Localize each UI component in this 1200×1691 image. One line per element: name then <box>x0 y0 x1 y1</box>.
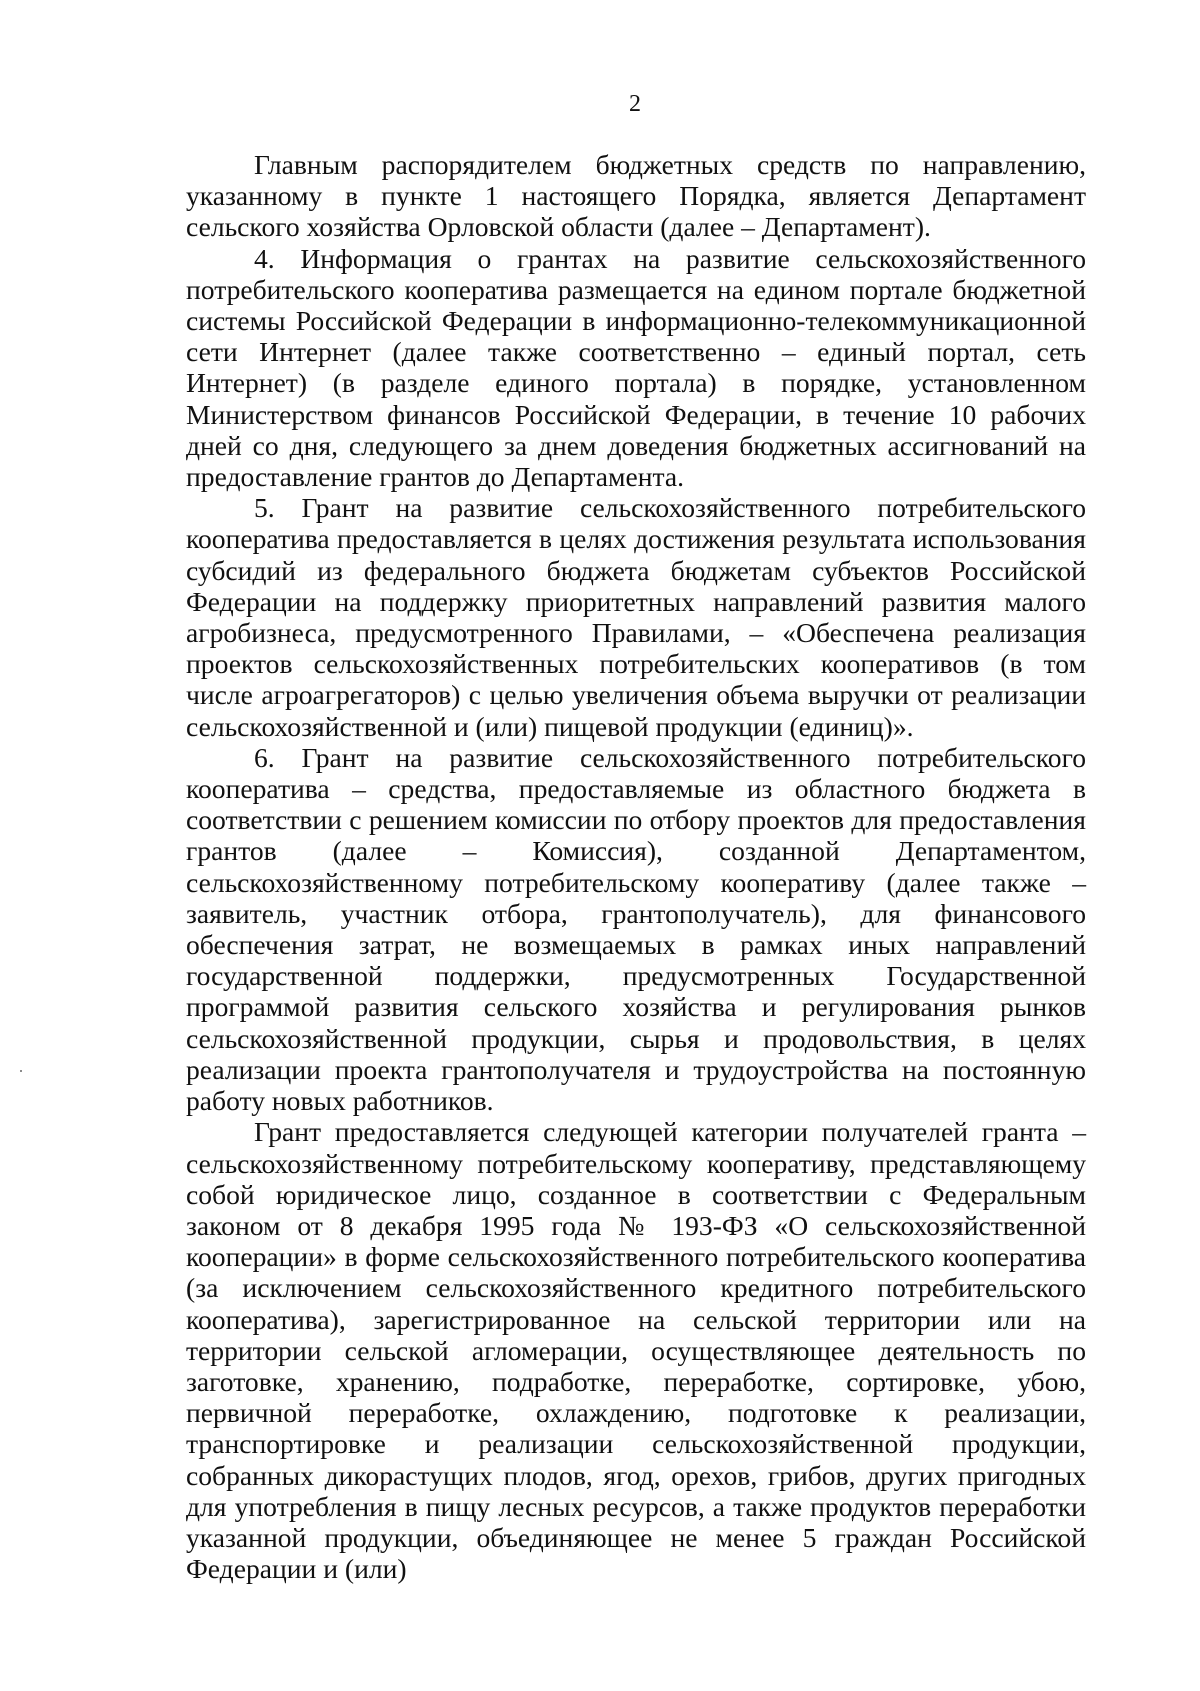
paragraph-item-4: 4. Информация о грантах на развитие сельскохозяйственного потребительского кооператива размещается на едином портале бюджетной системы Российской Федерации в информационно-телекоммуникационной сети Интернет (далее также соответственно – единый портал, сеть Интернет) (в разделе единого портала) в порядке, установленном Министерством финансов Российской Федерации, в течение 10 рабочих дней со дня, следующего за днем доведения бюджетных ассигнований на предоставление грантов до Департамента. <box>186 242 1086 493</box>
page-number: 2 <box>629 91 641 117</box>
paragraph-main-administrator: Главным распорядителем бюджетных средств по направлению, указанному в пункте 1 настоящего Порядка, является Департамент сельского хозяйства Орловской области (далее – Департамент). <box>186 149 1086 243</box>
paragraph-item-5: 5. Грант на развитие сельскохозяйственного потребительского кооператива предоставляется в целях достижения результата использования субсидий из федерального бюджета бюджетам субъектов Российской Федерации на поддержку приоритетных направлений развития малого агробизнеса, предусмотренного Правилами, – «Обеспечена реализация проектов сельскохозяйственных потребительских кооперативов (в том числе агроагрегаторов) с целью увеличения объема выручки от реализации сельскохозяйственной и (или) пищевой продукции (единиц)». <box>186 492 1086 742</box>
paragraph-item-6: 6. Грант на развитие сельскохозяйственного потребительского кооператива – средства, предоставляемые из областного бюджета в соответствии с решением комиссии по отбору проектов для предоставления грантов (далее – Комиссия), созданной Департаментом, сельскохозяйственному потребительскому кооперативу (далее также – заявитель, участник отбора, грантополучатель), для финансового обеспечения затрат, не возмещаемых в рамках иных направлений государственной поддержки, предусмотренных Государственной программой развития сельского хозяйства и регулирования рынков сельскохозяйственной продукции, сырья и продовольствия, в целях реализации проекта грантополучателя и трудоустройства на постоянную работу новых работников. <box>186 741 1086 1117</box>
document-body <box>186 149 1086 1584</box>
scan-speck <box>20 1070 22 1072</box>
paragraph-grant-recipients: Грант предоставляется следующей категории получателей гранта – сельскохозяйственному потребительскому кооперативу, представляющему собой юридическое лицо, созданное в соответствии с Федеральным законом от 8 декабря 1995 года № 193-ФЗ «О сельскохозяйственной кооперации» в форме сельскохозяйственного потребительского кооператива (за исключением сельскохозяйственного кредитного потребительского кооператива), зарегистрированное на сельской территории или на территории сельской агломерации, осуществляющее деятельность по заготовке, хранению, подработке, переработке, сортировке, убою, первичной переработке, охлаждению, подготовке к реализации, транспортировке и реализации сельскохозяйственной продукции, собранных дикорастущих плодов, ягод, орехов, грибов, других пригодных для употребления в пищу лесных ресурсов, а также продуктов переработки указанной продукции, объединяющее не менее 5 граждан Российской Федерации и (или) <box>186 1116 1086 1585</box>
